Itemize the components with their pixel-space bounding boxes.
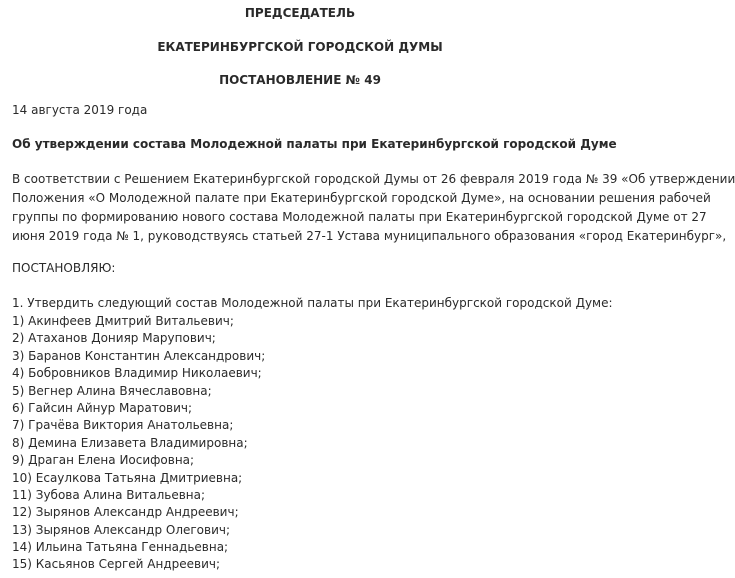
preamble-line: группы по формированию нового состава Молодежной палаты при Екатеринбургской городской Думе от 27: [12, 210, 707, 224]
list-item: 5) Вегнер Алина Вячеславовна;: [12, 383, 212, 398]
list-item: 8) Демина Елизавета Владимировна;: [12, 435, 248, 450]
preamble-line: Положения «О Молодежной палате при Екатеринбургской городской Думе», на основании решения рабочей: [12, 191, 711, 205]
preamble-line: июня 2019 года № 1, руководствуясь статьей 27-1 Устава муниципального образования «город Екатеринбург»,: [12, 229, 727, 243]
resolution-number: ПОСТАНОВЛЕНИЕ № 49: [219, 73, 381, 87]
list-item: 12) Зырянов Александр Андреевич;: [12, 505, 239, 520]
header-title-chairman: ПРЕДСЕДАТЕЛЬ: [244, 6, 356, 20]
list-item: 1) Акинфеев Дмитрий Витальевич;: [12, 314, 234, 328]
list-item: 14) Ильина Татьяна Геннадьевна;: [12, 540, 229, 555]
preamble-line: В соответствии с Решением Екатеринбургской городской Думы от 26 февраля 2019 года № 39 «Об утверждении: [12, 172, 735, 186]
decree-heading: ПОСТАНОВЛЯЮ:: [12, 261, 116, 275]
list-item: 10) Есаулкова Татьяна Дмитриевна;: [12, 470, 243, 485]
header-title-duma: ЕКАТЕРИНБУРГСКОЙ ГОРОДСКОЙ ДУМЫ: [157, 40, 443, 54]
list-item: 4) Бобровников Владимир Николаевич;: [12, 366, 262, 381]
list-item: 13) Зырянов Александр Олегович;: [12, 522, 231, 537]
document-subject: Об утверждении состава Молодежной палаты при Екатеринбургской городской Думе: [12, 137, 617, 151]
list-item: 7) Грачёва Виктория Анатольевна;: [12, 418, 234, 433]
list-item: 2) Атаханов Донияр Марупович;: [12, 331, 216, 346]
document-date: 14 августа 2019 года: [12, 103, 148, 117]
list-item: 15) Касьянов Сергей Андреевич;: [12, 557, 221, 572]
members-list: [12, 313, 265, 574]
list-item: 9) Драган Елена Иосифовна;: [12, 453, 195, 468]
clause-1: 1. Утвердить следующий состав Молодежной палаты при Екатеринбургской городской Думе:: [12, 296, 613, 310]
preamble-paragraph: [12, 170, 735, 246]
list-item: 3) Баранов Константин Александрович;: [12, 348, 266, 363]
list-item: 11) Зубова Алина Витальевна;: [12, 487, 206, 502]
list-item: 6) Гайсин Айнур Маратович;: [12, 400, 193, 415]
